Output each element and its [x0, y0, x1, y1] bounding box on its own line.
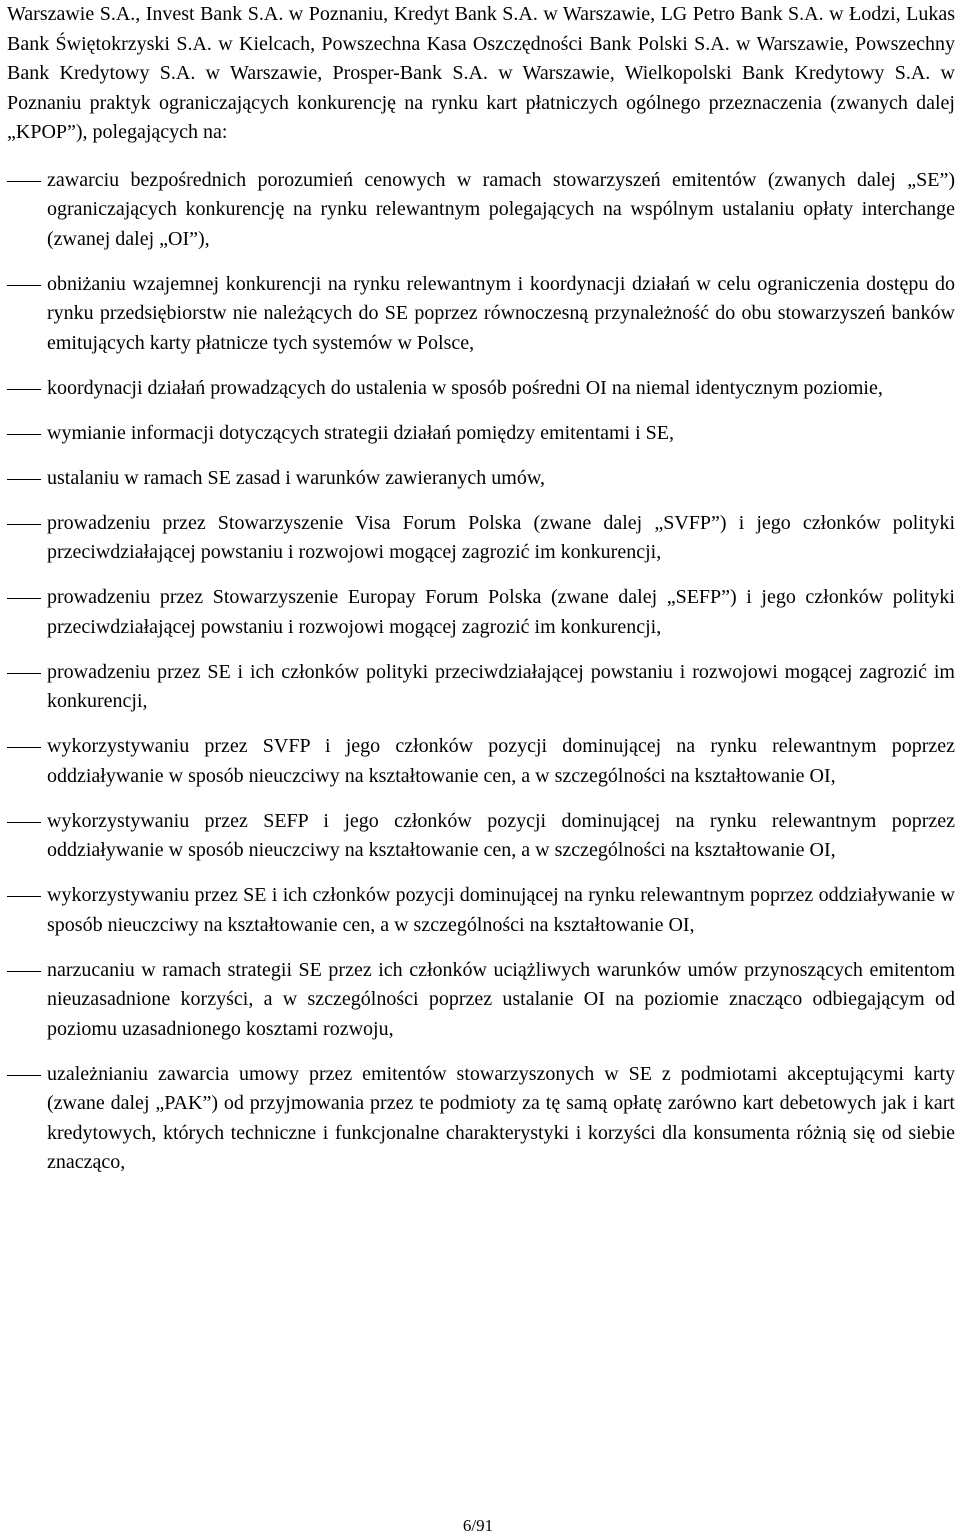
list-item [7, 374, 955, 404]
list-item-text: prowadzeniu przez SE i ich członków polityki przeciwdziałającej powstaniu i rozwojowi mogącej zagrozić im konkurencji, [47, 660, 955, 712]
list-item-text: ustalaniu w ramach SE zasad i warunków zawieranych umów, [47, 466, 545, 489]
list-item [7, 583, 955, 642]
list-item-text: zawarciu bezpośrednich porozumień cenowych w ramach stowarzyszeń emitentów (zwanych dalej „SE”) ograniczających konkurencję na rynku relewantnym polegających na wspólnym ustalaniu opłaty interchange (zwanej dalej „OI”), [47, 168, 955, 250]
practices-list [7, 166, 955, 1178]
list-item-text: wykorzystywaniu przez SVFP i jego członków pozycji dominującej na rynku relewantnym poprzez oddziaływanie w sposób nieuczciwy na kształtowanie cen, a w szczególności na kształtowanie OI, [47, 735, 955, 787]
list-item [7, 270, 955, 359]
list-item [7, 732, 955, 791]
list-item-text: prowadzeniu przez Stowarzyszenie Europay Forum Polska (zwane dalej „SEFP”) i jego członków polityki przeciwdziałającej powstaniu i rozwojowi mogącej zagrozić im konkurencji, [47, 586, 955, 638]
list-item [7, 509, 955, 568]
list-item-text: narzucaniu w ramach strategii SE przez ich członków uciążliwych warunków umów przynoszących emitentom nieuzasadnione korzyści, a w szczególności poprzez ustalanie OI na poziomie znacząco odbiegającym od poziomu uzasadnionego kosztami rozwoju, [47, 958, 955, 1040]
list-item [7, 956, 955, 1045]
page-footer [0, 1516, 960, 1536]
list-item [7, 881, 955, 940]
page-number: 6/91 [462, 1516, 494, 1535]
list-item [7, 807, 955, 866]
list-item [7, 658, 955, 717]
list-item-text: obniżaniu wzajemnej konkurencji na rynku relewantnym i koordynacji działań w celu ograniczenia dostępu do rynku przedsiębiorstw nie należących do SE poprzez równoczesną przynależność do obu stowarzyszeń banków emitujących karty płatnicze tych systemów w Polsce, [47, 272, 955, 354]
list-item-text: wykorzystywaniu przez SEFP i jego członków pozycji dominującej na rynku relewantnym poprzez oddziaływanie w sposób nieuczciwy na kształtowanie cen, a w szczególności na kształtowanie OI, [47, 809, 955, 861]
list-item [7, 166, 955, 255]
list-item [7, 419, 955, 449]
list-item-text: koordynacji działań prowadzących do ustalenia w sposób pośredni OI na niemal identycznym poziomie, [47, 376, 883, 399]
list-item [7, 464, 955, 494]
list-item-text: uzależnianiu zawarcia umowy przez emitentów stowarzyszonych w SE z podmiotami akceptującymi karty (zwane dalej „PAK”) od przyjmowania przez te podmioty za tę samą opłatę zarówno kart debetowych jak i kart kredytowych, których techniczne i funkcjonalne charakterystyki i korzyści dla konsumenta różnią się od siebie znacząco, [47, 1062, 955, 1173]
intro-paragraph: Warszawie S.A., Invest Bank S.A. w Poznaniu, Kredyt Bank S.A. w Warszawie, LG Petro Bank S.A. w Łodzi, Lukas Bank Świętokrzyski S.A. w Kielcach, Powszechna Kasa Oszczędności Bank Polski S.A. w Warszawie, Powszechny Bank Kredytowy S.A. w Warszawie, Prosper-Bank S.A. w Warszawie, Wielkopolski Bank Kredytowy S.A. w Poznaniu praktyk ograniczających konkurencję na rynku kart płatniczych ogólnego przeznaczenia (zwanych dalej „KPOP”), polegających na: [7, 3, 955, 143]
document-body [7, 0, 955, 1193]
list-item-text: wymianie informacji dotyczących strategii działań pomiędzy emitentami i SE, [47, 421, 675, 444]
list-item-text: wykorzystywaniu przez SE i ich członków pozycji dominującej na rynku relewantnym poprzez oddziaływanie w sposób nieuczciwy na kształtowanie cen, a w szczególności na kształtowanie OI, [47, 884, 955, 936]
list-item [7, 1060, 955, 1178]
list-item-text: prowadzeniu przez Stowarzyszenie Visa Forum Polska (zwane dalej „SVFP”) i jego członków polityki przeciwdziałającej powstaniu i rozwojowi mogącej zagrozić im konkurencji, [47, 511, 955, 563]
